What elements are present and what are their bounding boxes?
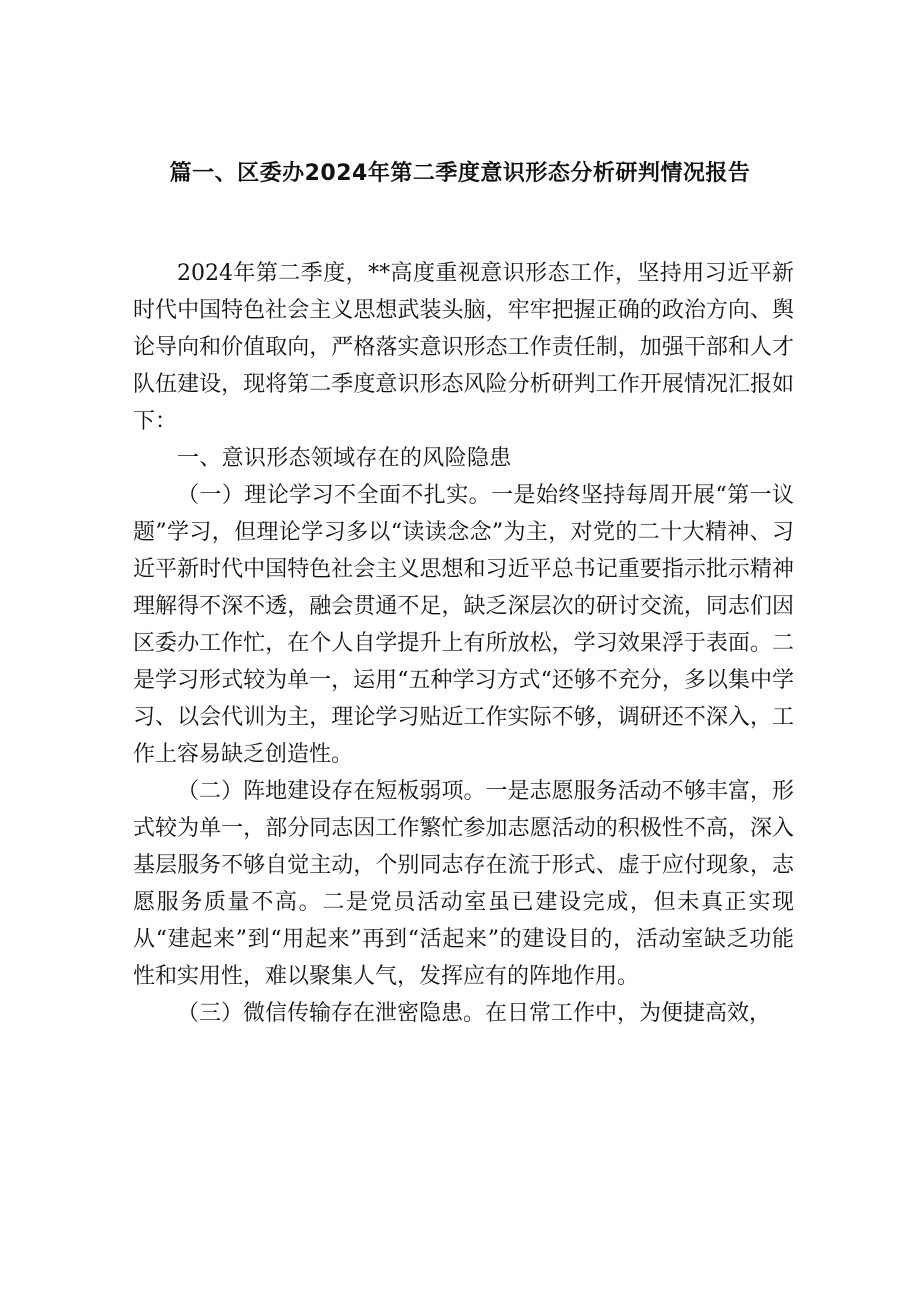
intro-paragraph: 2024年第二季度，**高度重视意识形态工作，坚持用习近平新时代中国特色社会主义思想武装头脑，牢牢把握正确的政治方向、舆论导向和价值取向，严格落实意识形态工作责任制，加强干部和人才队伍建设，现将第二季度意识形态风险分析研判工作开展情况汇报如下： [133, 261, 794, 434]
body-paragraph-2: （二）阵地建设存在短板弱项。一是志愿服务活动不够丰富，形式较为单一，部分同志因工作繁忙参加志愿活动的积极性不高，深入基层服务不够自觉主动，个别同志存在流于形式、虚于应付现象，志愿服务质量不高。二是党员活动室虽已建设完成，但未真正实现从“建起来”到“用起来”再到“活起来”的建设目的，活动室缺乏功能性和实用性，难以聚集人气，发挥应有的阵地作用。 [133, 779, 795, 989]
body-paragraph-3: （三）微信传输存在泄密隐患。在日常工作中，为便捷高效， [177, 1001, 772, 1026]
document-body [133, 255, 794, 1032]
document-title: 篇一、区委办2024年第二季度意识形态分析研判情况报告 [169, 161, 751, 186]
body-paragraph-1: （一）理论学习不全面不扎实。一是始终坚持每周开展“第一议题”学习，但理论学习多以“读读念念”为主，对党的二十大精神、习近平新时代中国特色社会主义思想和习近平总书记重要指示批示精神理解得不深不透，融会贯通不足，缺乏深层次的研讨交流，同志们因区委办工作忙，在个人自学提升上有所放松，学习效果浮于表面。二是学习形式较为单一，运用“五种学习方式“还够不充分，多以集中学习、以会代训为主，理论学习贴近工作实际不够，调研还不深入，工作上容易缺乏创造性。 [133, 483, 794, 767]
section-heading-1: 一、意识形态领域存在的风险隐患 [177, 446, 512, 471]
